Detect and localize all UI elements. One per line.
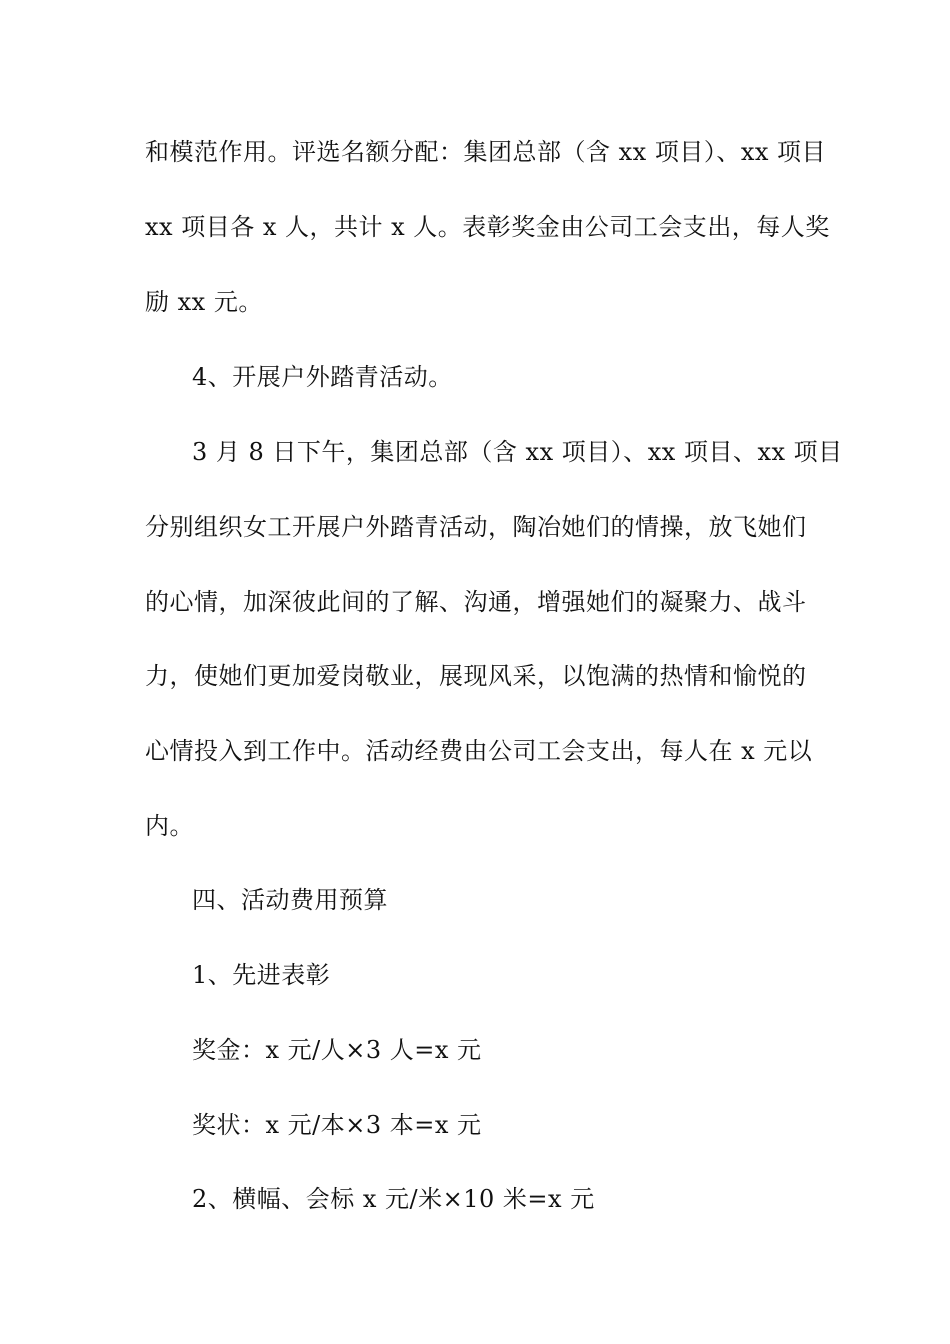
paragraph-line: 3 月 8 日下午，集团总部（含 xx 项目）、xx 项目、xx 项目 [192,438,843,466]
subsection-heading: 1、先进表彰 [192,961,331,989]
paragraph-line: 的心情，加深彼此间的了解、沟通，增强她们的凝聚力、战斗 [145,588,807,616]
budget-item: 奖金：x 元/人×3 人=x 元 [192,1036,482,1064]
section-heading: 四、活动费用预算 [192,886,388,914]
paragraph-line: 力，使她们更加爱岗敬业，展现风采，以饱满的热情和愉悦的 [145,662,807,690]
paragraph-line: 和模范作用。评选名额分配：集团总部（含 xx 项目）、xx 项目 [145,138,827,166]
paragraph-line: 心情投入到工作中。活动经费由公司工会支出，每人在 x 元以 [145,737,813,765]
budget-item: 奖状：x 元/本×3 本=x 元 [192,1111,482,1139]
paragraph-line: 内。 [145,812,194,840]
paragraph-line: xx 项目各 x 人，共计 x 人。表彰奖金由公司工会支出，每人奖 [145,213,830,241]
paragraph-line: 励 xx 元。 [145,288,263,316]
section-heading: 4、开展户外踏青活动。 [192,363,453,391]
paragraph-line: 分别组织女工开展户外踏青活动，陶冶她们的情操，放飞她们 [145,513,807,541]
budget-item: 2、横幅、会标 x 元/米×10 米=x 元 [192,1185,595,1213]
